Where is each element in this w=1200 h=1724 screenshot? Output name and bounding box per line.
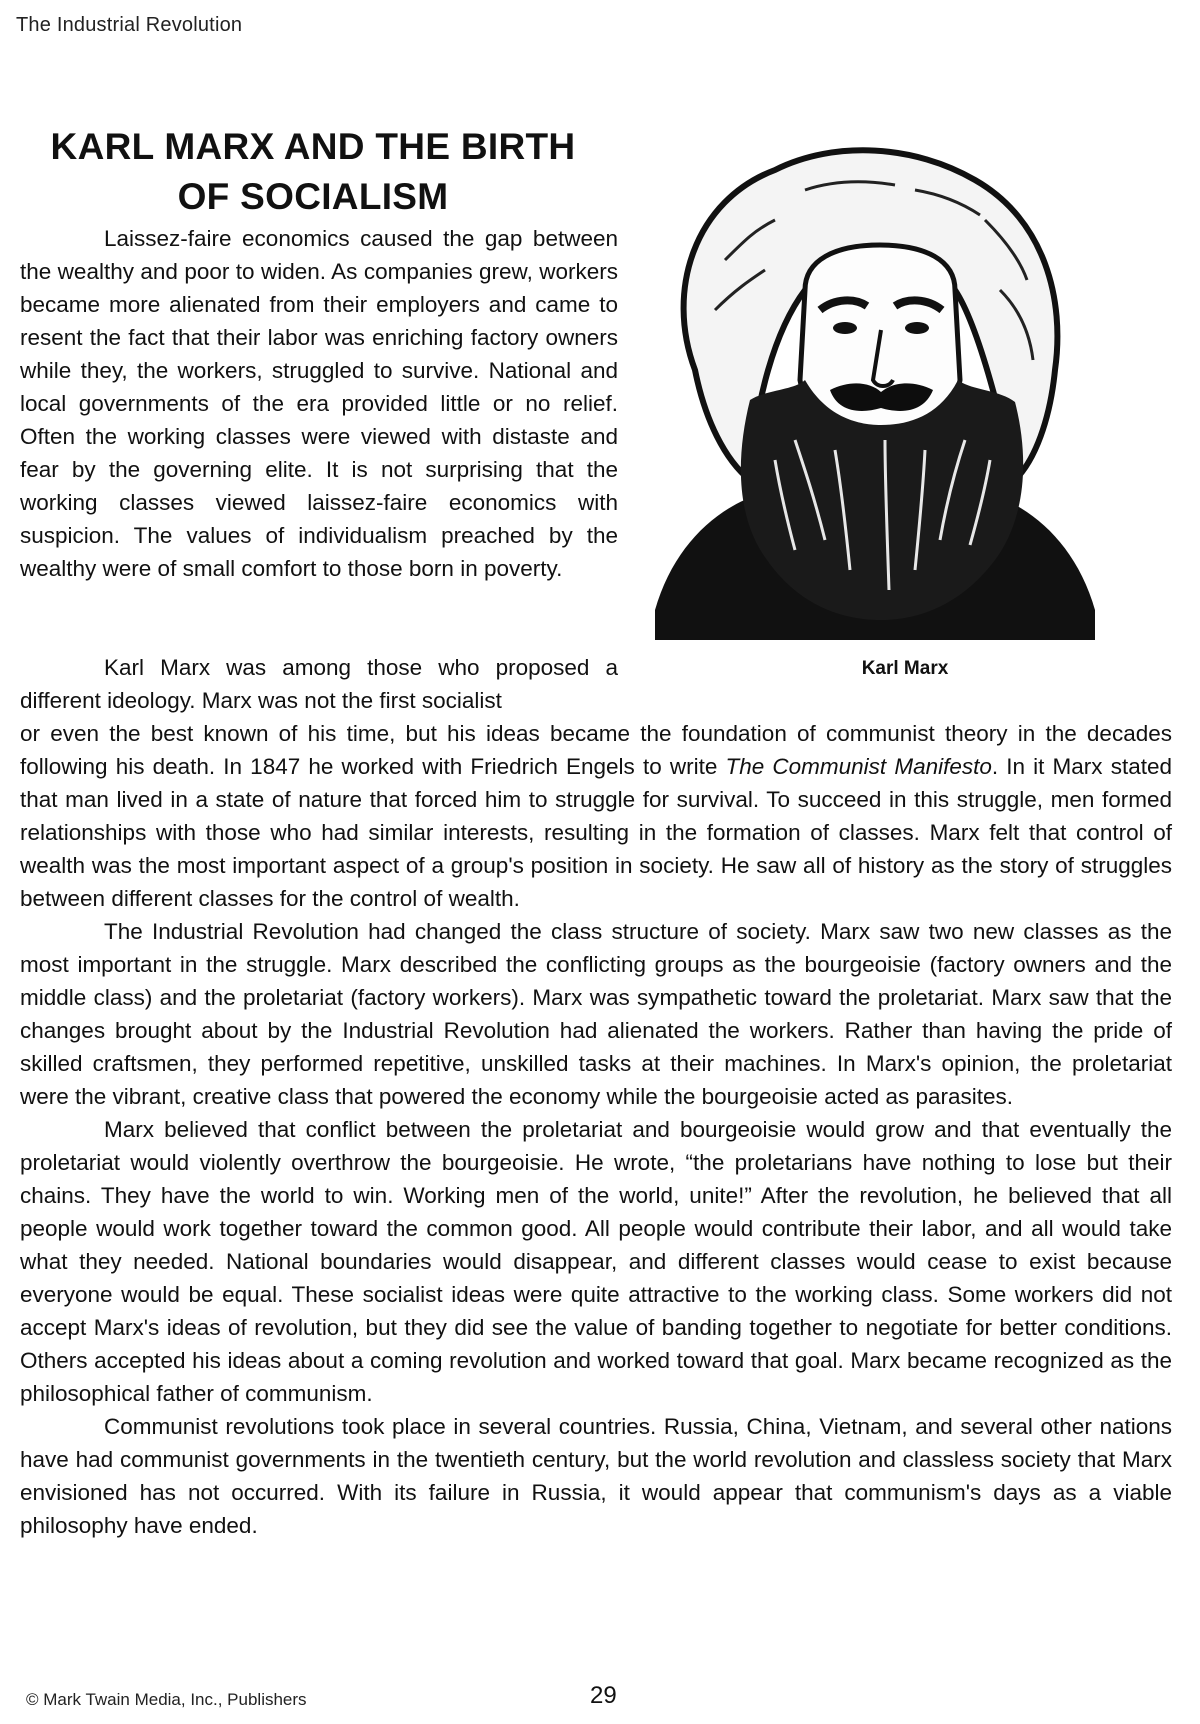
page-number: 29 — [590, 1682, 617, 1709]
karl-marx-portrait-icon — [655, 140, 1095, 640]
article-title — [18, 122, 608, 222]
paragraph-2-left: Karl Marx was among those who proposed a different ideology. Marx was not the first socialist — [20, 655, 618, 713]
paragraph-1: Laissez-faire economics caused the gap between the wealthy and poor to widen. As companies grew, workers became more alienated from their employers and came to resent the fact that their labor was enriching factory owners while they, the workers, struggled to survive. National and local governments of the era provided little or no relief. Often the working classes were viewed with distaste and fear by the governing elite. It is not surprising that the working classes viewed laissez-faire economics with suspicion. The values of individualism preached by the wealthy were of small comfort to those born in poverty. — [20, 226, 618, 581]
book-title: The Communist Manifesto — [725, 754, 992, 779]
paragraph-4: Marx believed that conflict between the proletariat and bourgeoisie would grow and that eventually the proletariat would violently overthrow the bourgeoisie. He wrote, “the proletarians have nothing to lose but their chains. They have the world to win. Working men of the world, unite!” After the revolution, he believed that all people would work together toward the common good. All people would contribute their labor, and all would take what they needed. National boundaries would disappear, and different classes would cease to exist because everyone would be equal. These socialist ideas were quite attractive to the working class. Some workers did not accept Marx's ideas of revolution, but they did see the value of banding together to negotiate for better conditions. Others accepted his ideas about a coming revolution and worked toward that goal. Marx became recognized as the philosophical father of communism. — [20, 1117, 1172, 1406]
publisher-footer: © Mark Twain Media, Inc., Publishers — [26, 1690, 307, 1709]
paragraph-2-a: or even the best known of his time, but his ideas became the foundation of communist theory in the decades following his death. In 1847 he worked with Friedrich Engels to write — [20, 721, 1172, 779]
paragraph-3: The Industrial Revolution had changed the class structure of society. Marx saw two new classes as the most important in the struggle. Marx described the conflicting groups as the bourgeoisie (factory owners and the middle class) and the proletariat (factory workers). Marx was sympathetic toward the proletariat. Marx saw that the changes brought about by the Industrial Revolution had alienated the workers. Rather than having the pride of skilled craftsmen, they performed repetitive, unskilled tasks at their machines. In Marx's opinion, the proletariat were the vibrant, creative class that powered the economy while the bourgeoisie acted as parasites. — [20, 919, 1172, 1109]
paragraph-2-b: . In it Marx stated that man lived in a state of nature that forced him to struggle for survival. To succeed in this struggle, men formed relationships with those who had similar interests, resulting in the formation of classes. Marx felt that control of wealth was the most important aspect of a group's position in society. He saw all of history as the story of struggles between different classes for the control of wealth. — [20, 754, 1172, 911]
title-line-2: OF SOCIALISM — [177, 176, 449, 217]
intro-column — [20, 222, 618, 585]
title-line-1: KARL MARX AND THE BIRTH — [50, 126, 576, 167]
paragraph-2 — [20, 717, 1172, 915]
paragraph-2-lead — [20, 651, 618, 717]
paragraph-5: Communist revolutions took place in several countries. Russia, China, Vietnam, and several other nations have had communist governments in the twentieth century, but the world revolution and classless society that Marx envisioned has not occurred. With its failure in Russia, it would appear that communism's days as a viable philosophy have ended. — [20, 1414, 1172, 1538]
figure-caption: Karl Marx — [861, 658, 949, 679]
running-head: The Industrial Revolution — [16, 14, 243, 36]
body-full-width — [20, 717, 1172, 1542]
